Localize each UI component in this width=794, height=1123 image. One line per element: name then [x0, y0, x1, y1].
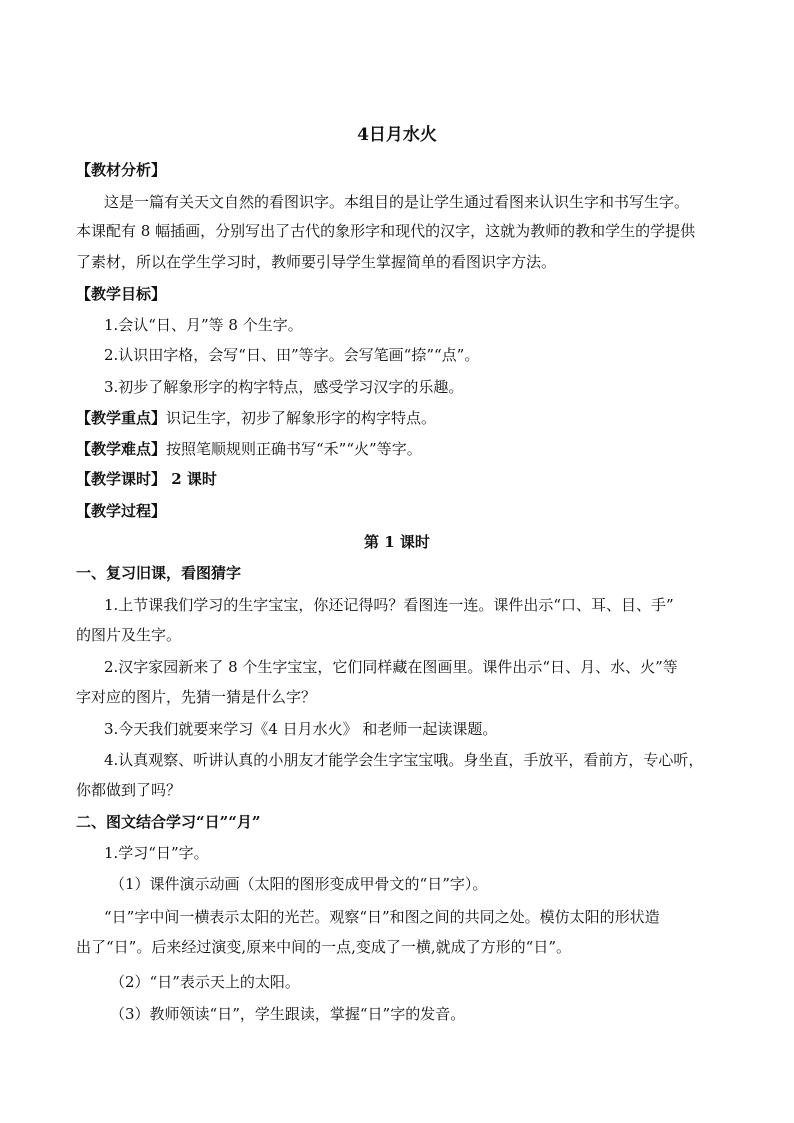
- section1-heading: 一、复习旧课，看图猜字: [76, 564, 242, 582]
- goal-item: 2.认识田字格，会写“日、田”等字。会写笔画“捺”“点”。: [104, 346, 480, 364]
- goal-item: 3.初步了解象形字的构字特点，感受学习汉字的乐趣。: [104, 378, 464, 396]
- lesson-title: 第 1 课时: [364, 533, 430, 551]
- section1-paragraph-line: 3.今天我们就要来学习《4 日月水火》 和老师一起读课题。: [104, 720, 498, 738]
- goals-heading: 【教学目标】: [76, 285, 167, 303]
- key-points-text: 识记生字，初步了解象形字的构字特点。: [166, 409, 437, 427]
- analysis-text-line: 了素材，所以在学生学习时，教师要引导学生掌握简单的看图识字方法。: [76, 253, 557, 271]
- hours-label: 【教学课时】: [76, 470, 167, 488]
- difficulties-label: 【教学难点】: [76, 440, 167, 458]
- goal-item: 1.会认“日、月”等 8 个生字。: [104, 316, 303, 334]
- difficulties-text: 按照笔顺规则正确书写“禾”“火”等字。: [166, 440, 422, 458]
- section2-paragraph-line: “日”字中间一横表示太阳的光芒。观察“日”和图之间的共同之处。模仿太阳的形状造: [104, 908, 660, 926]
- hours-row: [76, 469, 726, 489]
- section2-heading: 二、图文结合学习“日”“月”: [76, 813, 261, 831]
- difficulties-row: [76, 439, 726, 459]
- section1-paragraph-line: 1.上节课我们学习的生字宝宝，你还记得吗？看图连一连。课件出示“口、耳、目、手”: [104, 596, 674, 614]
- key-points-label: 【教学重点】: [76, 409, 167, 427]
- hours-text: 2 课时: [166, 470, 217, 488]
- section1-paragraph-line: 2.汉字家园新来了 8 个生字宝宝，它们同样藏在图画里。课件出示“日、月、水、火”等: [104, 658, 678, 676]
- section1-paragraph-line: 字对应的图片，先猜一猜是什么字？: [76, 688, 317, 706]
- section1-paragraph-line: 你都做到了吗？: [76, 781, 182, 799]
- analysis-text-line: 这是一篇有关天文自然的看图识字。本组目的是让学生通过看图来认识生字和书写生字。: [104, 193, 690, 211]
- key-points-row: [76, 408, 726, 428]
- document-title: 4日月水火: [357, 125, 437, 145]
- section2-paragraph-line: （3）教师领读“日”，学生跟读，掌握“日”字的发音。: [110, 1005, 466, 1023]
- analysis-heading: 【教材分析】: [76, 161, 167, 179]
- section2-paragraph-line: 出了“日”。后来经过演变,原来中间的一点,变成了一横,就成了方形的“日”。: [76, 938, 571, 956]
- analysis-text-line: 本课配有 8 幅插画，分别写出了古代的象形字和现代的汉字，这就为教师的教和学生的学提供: [76, 222, 696, 240]
- section2-paragraph-line: 1.学习“日”字。: [104, 844, 209, 862]
- process-heading: 【教学过程】: [76, 502, 167, 520]
- section1-paragraph-line: 4.认真观察、听讲认真的小朋友才能学会生字宝宝哦。身坐直，手放平，看前方，专心听，: [104, 751, 704, 769]
- section2-paragraph-line: （1）课件演示动画（太阳的图形变成甲骨文的“日”字）。: [110, 875, 488, 893]
- section1-paragraph-line: 的图片及生字。: [76, 626, 182, 644]
- section2-paragraph-line: （2）“日”表示天上的太阳。: [110, 973, 300, 991]
